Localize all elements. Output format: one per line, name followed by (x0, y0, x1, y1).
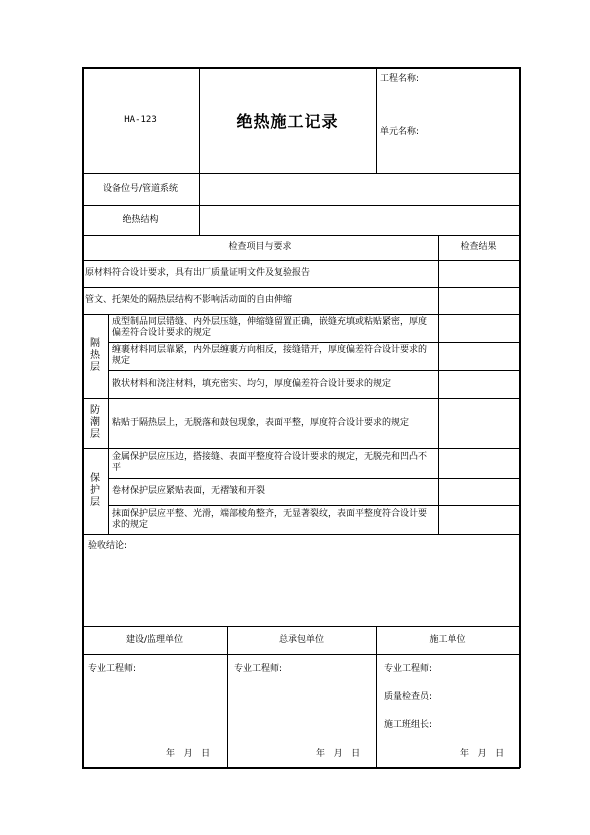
project-name-label: 工程名称: (380, 74, 420, 84)
conclusion-label: 验收结论: (88, 541, 128, 551)
result-cell[interactable] (439, 343, 518, 369)
engineer-label: 专业工程师: (384, 664, 433, 674)
engineer-label: 专业工程师: (234, 664, 283, 674)
date-label: 年 月 日 (166, 749, 211, 759)
equipment-label: 设备位号/管道系统 (102, 183, 179, 194)
col-header-result: 检查结果 (460, 242, 497, 252)
equipment-field[interactable] (200, 174, 518, 204)
date-label: 年 月 日 (316, 749, 361, 759)
result-cell[interactable] (439, 288, 518, 313)
check-item-protection-3: 抹面保护层应平整、光滑，端部棱角整齐，无显著裂纹，表面平整度符合设计要求的规定 (112, 508, 428, 530)
check-item-insulation-1: 成型制品同层错缝、内外层压缝，伸缩缝留置正确，嵌缝充填或粘贴紧密，厚度偏差符合设计要求的规定 (112, 317, 428, 338)
group-label-protection: 保护层 (90, 473, 100, 508)
check-item-materials: 原材料符合设计要求，具有出厂质量证明文件及复验报告 (85, 268, 311, 278)
unit-name-field[interactable] (380, 140, 516, 170)
col-header-item: 检查项目与要求 (228, 242, 292, 252)
check-item-insulation-2: 缠裹材料同层靠紧，内外层缠裹方向相反，接缝错开，厚度偏差符合设计要求的规定 (112, 345, 428, 366)
form-code: HA-123 (124, 114, 157, 125)
conclusion-field[interactable] (84, 556, 518, 624)
date-label: 年 月 日 (460, 749, 505, 759)
project-name-field[interactable] (380, 88, 516, 118)
check-item-insulation-3: 散状材料和浇注材料，填充密实、均匀，厚度偏差符合设计要求的规定 (112, 378, 392, 389)
result-cell[interactable] (439, 261, 518, 286)
check-item-protection-1: 金属保护层应压边，搭接缝、表面平整度符合设计要求的规定，无脱壳和凹凸不平 (112, 452, 428, 473)
engineer-label: 专业工程师: (88, 664, 137, 674)
unit-name-label: 单元名称: (380, 127, 420, 137)
sign-header-owner: 建设/监理单位 (125, 634, 184, 645)
sign-header-general-contractor: 总承包单位 (278, 634, 324, 645)
group-label-vapor-barrier: 防潮层 (90, 405, 100, 440)
result-cell[interactable] (439, 315, 518, 341)
result-cell[interactable] (439, 449, 518, 477)
result-cell[interactable] (439, 399, 518, 447)
group-label-insulation: 隔热层 (90, 338, 100, 373)
quality-inspector-label: 质量检查员: (384, 692, 433, 702)
team-leader-label: 施工班组长: (384, 720, 433, 730)
check-item-supports: 管文、托架处的隔热层结构不影响活动面的自由伸缩 (85, 295, 293, 305)
result-cell[interactable] (439, 479, 518, 504)
page-title: 绝热施工记录 (236, 111, 339, 131)
check-item-vapor-1: 粘贴于隔热层上，无脱落和鼓包现象，表面平整，厚度符合设计要求的规定 (112, 417, 410, 428)
result-cell[interactable] (439, 371, 518, 397)
result-cell[interactable] (439, 506, 518, 533)
check-item-protection-2: 卷材保护层应紧贴表面，无褶皱和开裂 (112, 486, 266, 496)
structure-field[interactable] (200, 206, 518, 234)
sign-header-constructor: 施工单位 (429, 634, 466, 645)
structure-label: 绝热结构 (122, 214, 159, 225)
